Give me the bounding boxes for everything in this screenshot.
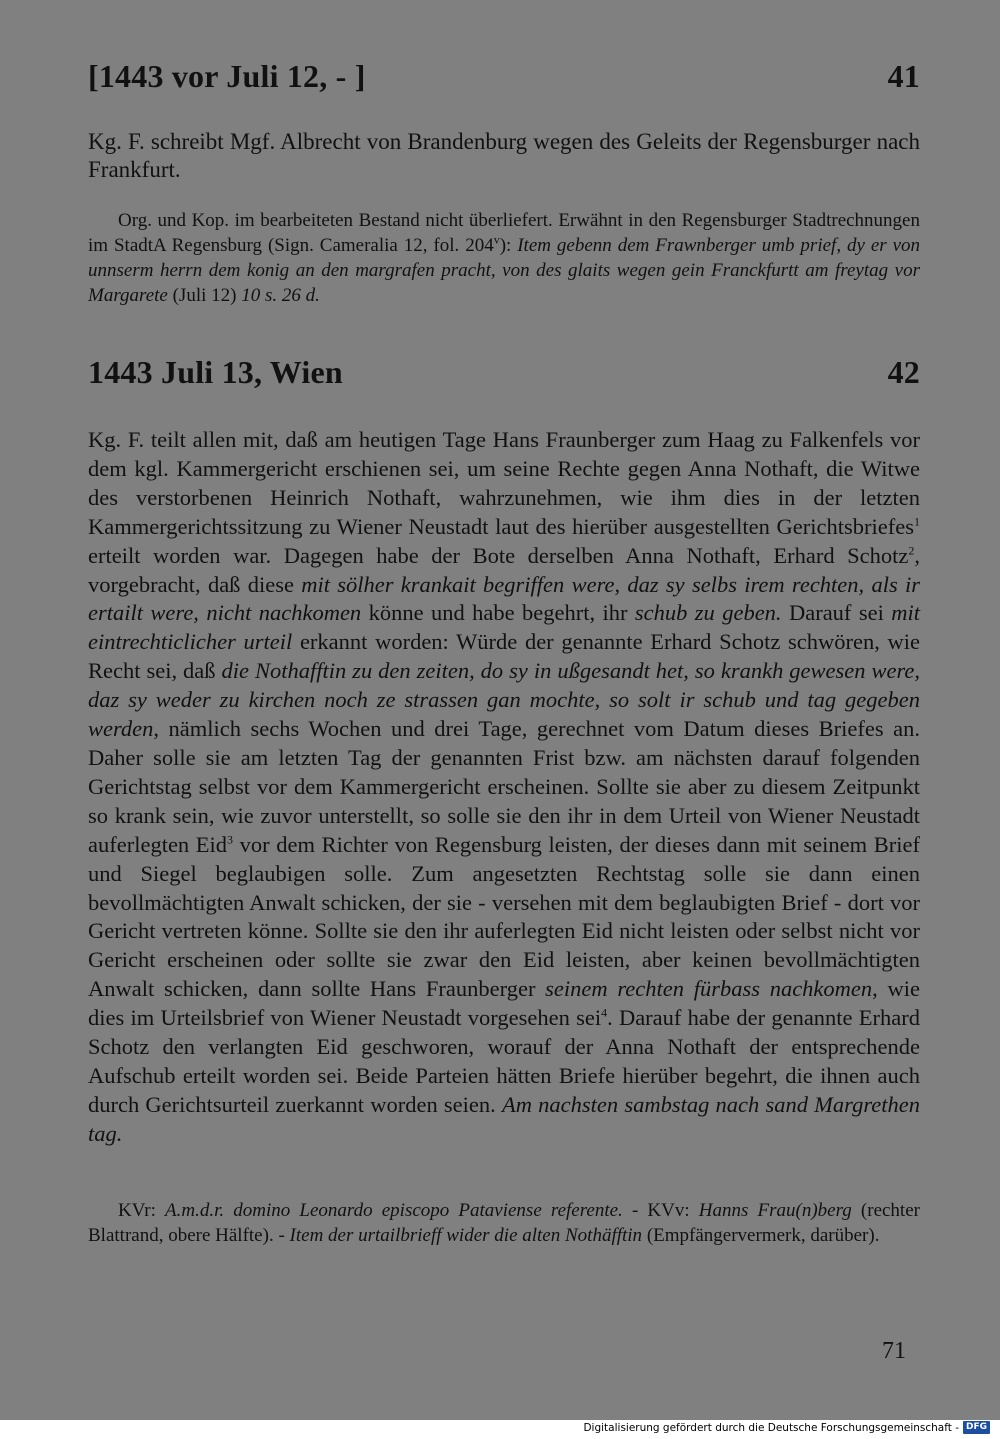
body-text: vor dem Richter von Regensburg leisten, der dieses dann mit seinem Brief und Siegel beglaubigen solle. Zum angesetzten Rechtstag solle sie dann einen bevollmächtigten Anwalt schicken, der sie - versehen mit dem beglaubigten Brief - dort vor Gericht vertreten könne. Sollte sie den ihr auferlegten Eid nicht leisten oder selbst nicht vor Gericht erscheinen oder sollte sie zwar den Eid leisten, aber keinen bevollmächtigten Anwalt schicken, dann sollte Hans Fraunberger xyxy=(88,831,920,1002)
quote-text: mit sölher krankait begriffen were, daz sy selbs irem rechten, als ir ertailt were, nicht nachkomen xyxy=(88,571,920,626)
entry-41-note-date: (Juli 12) xyxy=(167,285,242,307)
dating-clause: Am nachsten sambstag nach sand Margrethen tag. xyxy=(88,1091,920,1146)
entry-41-note-text-2: ): xyxy=(499,235,518,257)
page-number: 71 xyxy=(882,1338,906,1364)
quote-text: schub zu geben. xyxy=(634,600,782,626)
body-text: Darauf sei xyxy=(781,600,892,626)
footnote-marker-3: 3 xyxy=(227,832,234,847)
quote-text: mit eintrechticlicher urteil xyxy=(88,600,920,655)
body-text: , wie dies im Urteilsbrief von Wiener Neustadt vorgesehen sei xyxy=(88,976,920,1031)
entry-41-note xyxy=(88,208,920,308)
body-text: , nämlich sechs Wochen und drei Tage, gerechnet vom Datum dieses Briefes an. Daher solle sie am letzten Tag der genannten Frist bzw. am nächsten darauf folgenden Gerichtstag selbst vor dem Kammergericht erscheinen. Sollte sie aber zu diesem Zeitpunkt so krank sein, wie zuvor unterstellt, so solle sie den ihr in dem Urteil von Wiener Neustadt auferlegten Eid xyxy=(88,716,920,857)
body-text: erkannt worden: Würde der genannte Erhard Schotz schwören, wie Recht sei, daß xyxy=(88,629,921,684)
entry-41-heading: [1443 vor Juli 12, - ] xyxy=(88,58,366,94)
entry-41-header xyxy=(88,56,920,97)
note-text: (rechter Blattrand, obere Hälfte). - xyxy=(88,1200,920,1247)
note-quote: Hanns Frau(n)berg xyxy=(698,1200,852,1221)
funding-footer xyxy=(583,1421,990,1434)
entry-41-summary: Kg. F. schreibt Mgf. Albrecht von Brandenburg wegen des Geleits der Regensburger nach Frankfurt. xyxy=(88,129,920,182)
note-text: (Empfängervermerk, darüber). xyxy=(642,1225,880,1247)
quote-text: die Nothafftin zu den zeiten, do sy in ußgesandt het, so krankh gewesen were, daz sy weder zu kirchen noch ze strassen gan mochte, so solt ir schub und tag gegeben werden xyxy=(88,658,921,742)
body-text: , vorgebracht, daß diese xyxy=(88,542,920,597)
body-text: Kg. F. teilt allen mit, daß am heutigen Tage Hans Fraunberger zum Haag zu Falkenfels vor dem kgl. Kammergericht erschienen sei, um seine Rechte gegen Anna Nothaft, die Witwe des verstorbenen Heinrich Nothaft, wahrzunehmen, wie ihm dies in der letzten Kammergerichtssitzung zu Wiener Neustadt laut des hierüber ausgestellten Gerichtsbriefes xyxy=(88,427,920,539)
entry-42-body xyxy=(88,426,920,1149)
footnote-marker-2: 2 xyxy=(908,543,915,558)
entry-42-number: 42 xyxy=(887,354,920,390)
body-text: . Darauf habe der genannte Erhard Schotz den verlangten Eid geschworen, worauf der Anna Nothaft der entsprechende Aufschub erteilt worden sei. Beide Parteien hätten Briefe hierüber begehrt, die ihnen auch durch Gerichtsurteil zuerkannt worden seien. xyxy=(88,1005,920,1117)
entry-41-number: 41 xyxy=(887,58,920,94)
note-quote: A.m.d.r. domino Leonardo episcopo Pataviense referente. xyxy=(165,1200,623,1221)
dfg-logo-icon: DFG xyxy=(963,1421,990,1434)
entry-42-header xyxy=(88,352,920,393)
footnote-marker-4: 4 xyxy=(601,1005,608,1020)
body-text: könne und habe begehrt, ihr xyxy=(361,600,635,626)
entry-41-note-amount: 10 s. 26 d. xyxy=(241,285,320,307)
funding-footer-text: Digitalisierung gefördert durch die Deutsche Forschungsgemeinschaft - xyxy=(583,1421,959,1434)
note-text: KVr: xyxy=(118,1200,166,1221)
entry-42-heading: 1443 Juli 13, Wien xyxy=(88,354,343,390)
entry-41-note-text: Org. und Kop. im bearbeiteten Bestand nicht überliefert. Erwähnt in den Regensburger Stadtrechnungen im StadtA Regensburg (Sign. Cameralia 12, fol. 204 xyxy=(88,210,920,257)
note-quote: Item der urtailbrieff wider die alten Nothäfftin xyxy=(289,1225,643,1247)
quote-text: seinem rechten fürbass nachkomen xyxy=(545,976,873,1002)
body-text: erteilt worden war. Dagegen habe der Bote derselben Anna Nothaft, Erhard Schotz xyxy=(88,542,909,568)
entry-41-note-quote: Item gebenn dem Frawnberger umb prief, dy er von unnserm herrn dem konig an den margrafen pracht, von des glaits wegen gein Franckfurtt am freytag vor Margarete xyxy=(88,235,920,307)
entry-41-note-verso: v xyxy=(493,232,500,247)
note-text: - KVv: xyxy=(622,1200,699,1221)
footnote-marker-1: 1 xyxy=(914,514,920,529)
entry-42-note xyxy=(88,1198,920,1248)
